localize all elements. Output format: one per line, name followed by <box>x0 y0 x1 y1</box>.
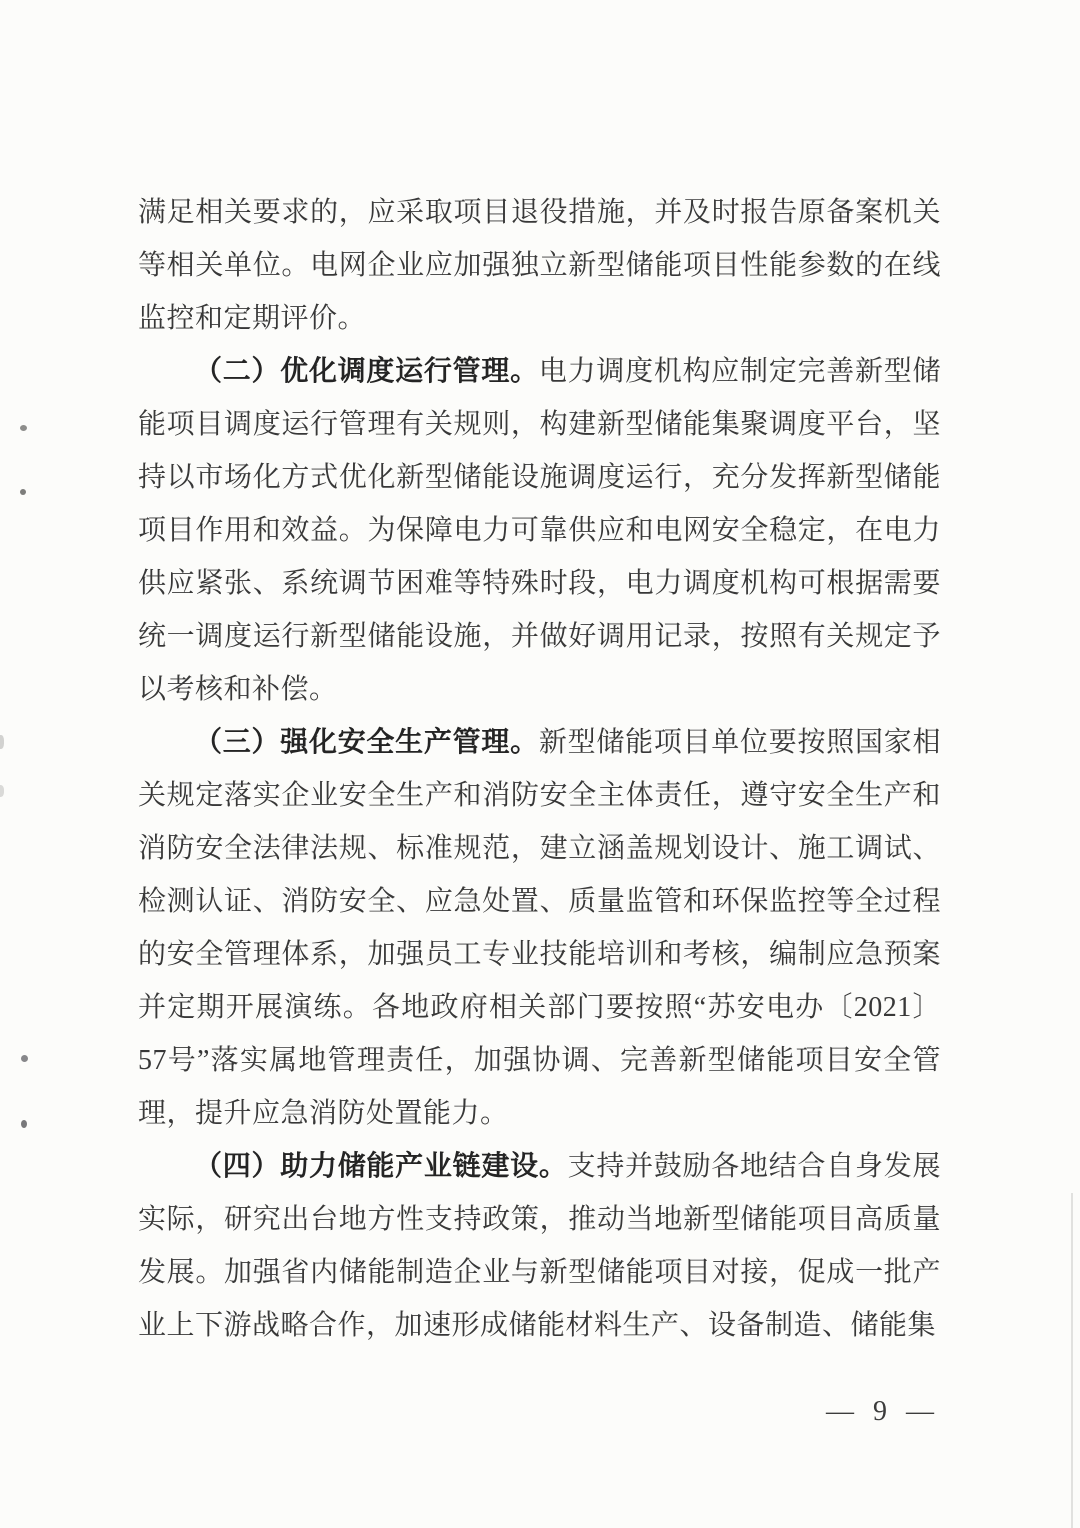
scan-speck <box>20 425 27 431</box>
page-footer <box>0 1396 940 1428</box>
paragraph-text: 电力调度机构应制定完善新型储能项目调度运行管理有关规则，构建新型储能集聚调度平台，坚持以市场化方式优化新型储能设施调度运行，充分发挥新型储能项目作用和效益。为保障电力可靠供应和电网安全稳定，在电力供应紧张、系统调节困难等特殊时段，电力调度机构可根据需要统一调度运行新型储能设施，并做好调用记录，按照有关规定予以考核和补偿。 <box>138 356 941 705</box>
paragraph-section-2 <box>138 345 941 716</box>
paragraph-text: 新型储能项目单位要按照国家相关规定落实企业安全生产和消防安全主体责任，遵守安全生产和消防安全法律法规、标准规范，建立涵盖规划设计、施工调试、检测认证、消防安全、应急处置、质量监管和环保监控等全过程的安全管理体系，加强员工专业技能培训和考核，编制应急预案并定期开展演练。各地政府相关部门要按照“苏安电办〔2021〕57号”落实属地管理责任，加强协调、完善新型储能项目安全管理，提升应急消防处置能力。 <box>138 727 941 1129</box>
paragraph-text: 满足相关要求的，应采取项目退役措施，并及时报告原备案机关等相关单位。电网企业应加强独立新型储能项目性能参数的在线监控和定期评价。 <box>138 197 941 334</box>
scan-speck <box>21 1055 28 1062</box>
paragraph-heading: （三）强化安全生产管理。 <box>194 727 539 758</box>
paragraph-heading: （二）优化调度运行管理。 <box>194 356 539 387</box>
paragraph-continuation <box>138 186 941 345</box>
paragraph-section-3 <box>138 716 941 1140</box>
scan-smudge <box>0 735 4 749</box>
paragraph-heading: （四）助力储能产业链建设。 <box>194 1151 568 1182</box>
paragraph-section-4 <box>138 1140 941 1352</box>
paragraph-text: 支持并鼓励各地结合自身发展实际，研究出台地方性支持政策，推动当地新型储能项目高质量发展。加强省内储能制造企业与新型储能项目对接，促成一批产业上下游战略合作，加速形成储能材料生产、设备制造、储能集 <box>138 1151 941 1341</box>
scan-smudge <box>0 785 4 797</box>
page-number: — 9 — <box>826 1396 940 1427</box>
scan-speck <box>21 1120 27 1128</box>
scan-edge-line <box>1071 1193 1073 1528</box>
scan-speck <box>20 489 26 495</box>
document-body <box>138 186 941 1352</box>
